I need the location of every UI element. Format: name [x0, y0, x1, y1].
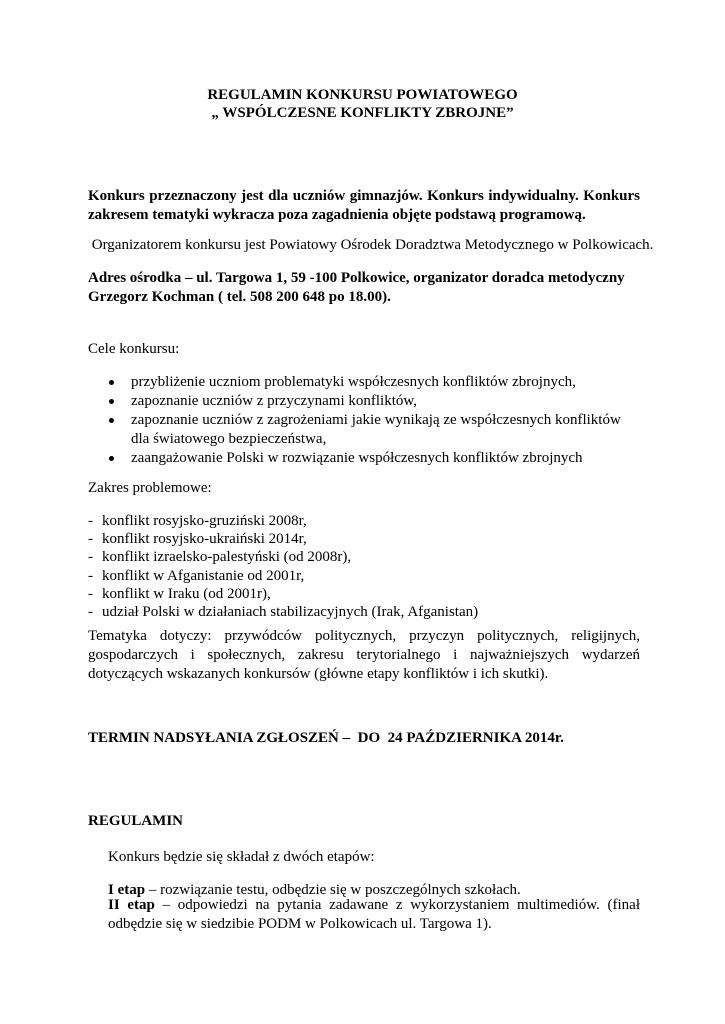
bullet-icon	[109, 399, 114, 404]
stages-intro: Konkurs będzie się składał z dwóch etapów:	[108, 849, 375, 865]
scope-item: - udział Polski w działaniach stabilizacyjnych (Irak, Afganistan)	[88, 604, 479, 621]
rules-heading: REGULAMIN	[88, 813, 184, 829]
scope-heading: Zakres problemowe:	[88, 480, 212, 496]
goals-list	[88, 373, 640, 468]
stage-2	[108, 896, 640, 934]
organizer-paragraph: Organizatorem konkursu jest Powiatowy Ośrodek Doradztwa Metodycznego w Polkowicach.	[88, 237, 654, 253]
intro-bold-paragraph: Konkurs przeznaczony jest dla uczniów gimnazjów. Konkurs indywidualny. Konkurs zakresem tematyki wykracza poza zagadnienia objęte podstawą programową.	[88, 188, 640, 223]
goal-item: przybliżenie uczniom problematyki współczesnych konfliktów zbrojnych,	[88, 373, 640, 392]
title-line-1: REGULAMIN KONKURSU POWIATOWEGO	[207, 87, 518, 103]
scope-item: - konflikt rosyjsko-gruziński 2008r,	[88, 513, 307, 529]
scope-item: - konflikt rosyjsko-ukraiński 2014r,	[88, 531, 307, 548]
document-title	[0, 86, 725, 122]
goal-item: zapoznanie uczniów z zagrożeniami jakie wynikają ze współczesnych konfliktów dla światowego bezpieczeństwa,	[88, 411, 640, 449]
topics-paragraph: Tematyka dotyczy: przywódców politycznych, przyczyn politycznych, religijnych, gospodarczych i społecznych, zakresu terytorialnego i najważniejszych wydarzeń dotyczących wskazanych konkursów (główne etapy konfliktów i ich skutki).	[88, 628, 640, 682]
goals-heading: Cele konkursu:	[88, 341, 180, 357]
title-line-2: „ WSPÓLCZESNE KONFLIKTY ZBROJNE”	[211, 105, 514, 121]
stage-2-label: II etap	[108, 897, 155, 913]
stage-1-label: I etap	[108, 882, 146, 898]
scope-item: - konflikt izraelsko-palestyński (od 2008r),	[88, 549, 352, 566]
stage-1-text: – rozwiązanie testu, odbędzie się w poszczególnych szkołach.	[145, 882, 521, 898]
bullet-icon	[109, 418, 114, 423]
scope-item: - konflikt w Afganistanie od 2001r,	[88, 567, 305, 584]
scope-item: - konflikt w Iraku (od 2001r),	[88, 585, 271, 602]
deadline-notice: TERMIN NADSYŁANIA ZGŁOSZEŃ – DO 24 PAŹDZIERNIKA 2014r.	[88, 730, 564, 746]
goal-item: zapoznanie uczniów z przyczynami konfliktów,	[88, 392, 640, 411]
scope-list	[88, 512, 640, 621]
address-paragraph: Adres ośrodka – ul. Targowa 1, 59 -100 Polkowice, organizator doradca metodyczny Grzegorz Kochman ( tel. 508 200 648 po 18.00).	[88, 270, 625, 305]
bullet-icon	[109, 380, 114, 385]
stage-2-text: – odpowiedzi na pytania zadawane z wykorzystaniem multimediów. (finał odbędzie się w siedzibie PODM w Polkowicach ul. Targowa 1).	[108, 897, 640, 932]
goal-item: zaangażowanie Polski w rozwiązanie współczesnych konfliktów zbrojnych	[88, 449, 640, 468]
bullet-icon	[109, 456, 114, 461]
